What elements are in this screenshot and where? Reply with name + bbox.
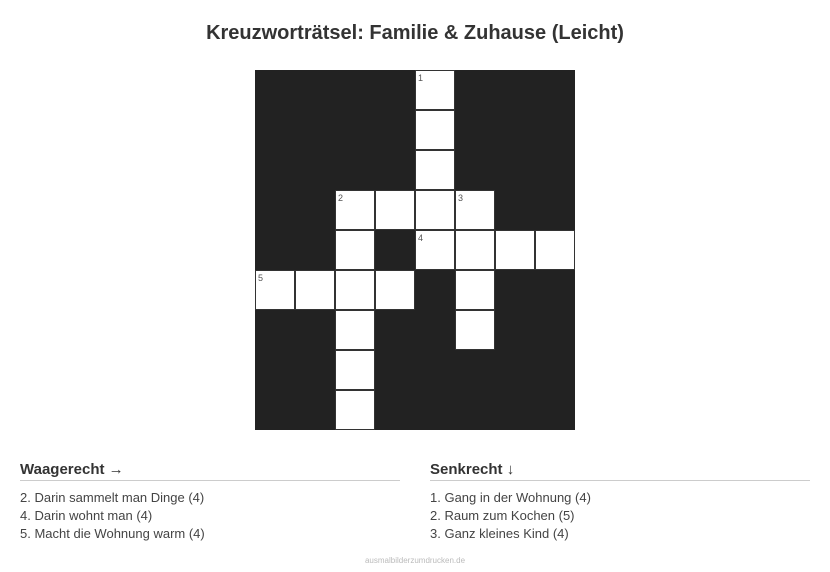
- footer-credit: ausmalbilderzumdrucken.de: [364, 556, 466, 565]
- crossword-cell[interactable]: [535, 230, 575, 270]
- crossword-cell[interactable]: [455, 270, 495, 310]
- clue-item: 4. Darin wohnt man (4): [20, 508, 153, 523]
- crossword-cell[interactable]: [335, 350, 375, 390]
- clue-number: 3: [458, 193, 464, 203]
- crossword-cell[interactable]: [455, 230, 495, 270]
- crossword-cell[interactable]: [335, 390, 375, 430]
- clue-number: 4: [418, 233, 424, 243]
- clue-number: 1: [418, 73, 424, 83]
- clue-item: 2. Raum zum Kochen (5): [430, 508, 575, 523]
- crossword-cell[interactable]: [415, 70, 455, 110]
- crossword-cell[interactable]: [375, 190, 415, 230]
- crossword-grid: [255, 70, 575, 430]
- crossword-cell[interactable]: [415, 150, 455, 190]
- clue-item: 1. Gang in der Wohnung (4): [430, 490, 591, 505]
- clue-number: 5: [258, 273, 264, 283]
- crossword-cell[interactable]: [415, 190, 455, 230]
- clue-item: 5. Macht die Wohnung warm (4): [20, 526, 205, 541]
- down-clues-section: [430, 460, 810, 543]
- crossword-cell[interactable]: [335, 190, 375, 230]
- clue-item: 2. Darin sammelt man Dinge (4): [20, 490, 205, 505]
- crossword-cell[interactable]: [335, 310, 375, 350]
- crossword-cell[interactable]: [415, 230, 455, 270]
- down-heading: Senkrecht ↓: [430, 460, 810, 481]
- across-clues-section: [20, 460, 400, 543]
- crossword-cell[interactable]: [295, 270, 335, 310]
- clue-number: 2: [338, 193, 344, 203]
- crossword-cell[interactable]: [495, 230, 535, 270]
- crossword-cell[interactable]: [335, 270, 375, 310]
- page-title: Kreuzworträtsel: Familie & Zuhause (Leicht): [206, 22, 624, 44]
- crossword-cell[interactable]: [375, 270, 415, 310]
- down-clue-list: [430, 489, 810, 543]
- across-clue-list: [20, 489, 400, 543]
- crossword-cell[interactable]: [455, 310, 495, 350]
- across-heading: Waagerecht →: [20, 460, 400, 481]
- clue-item: 3. Ganz kleines Kind (4): [430, 526, 569, 541]
- crossword-cell[interactable]: [455, 190, 495, 230]
- crossword-cell[interactable]: [255, 270, 295, 310]
- crossword-cell[interactable]: [335, 230, 375, 270]
- crossword-cell[interactable]: [415, 110, 455, 150]
